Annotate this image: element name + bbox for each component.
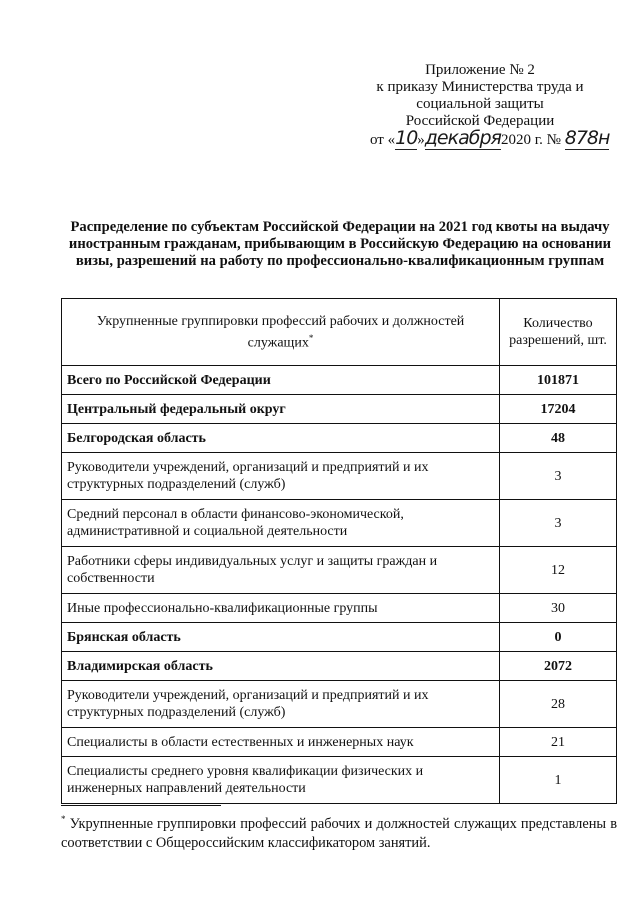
row-name: Руководители учреждений, организаций и предприятий и их структурных подразделений (служб) [62, 453, 500, 500]
table-row [62, 547, 617, 594]
row-value: 28 [500, 681, 617, 728]
table-header-row [62, 299, 617, 366]
order-number-handwritten: 878н [564, 127, 610, 149]
order-year: 2020 г. № [500, 132, 561, 148]
footnote-text: Укрупненные группировки профессий рабочих и должностей служащих представлены в соответствии с Общероссийским классификатором занятий. [61, 815, 617, 851]
row-value: 3 [500, 453, 617, 500]
table-row [62, 453, 617, 500]
order-date-line [340, 127, 620, 149]
row-value: 12 [500, 547, 617, 594]
table-row [62, 652, 617, 681]
table-row [62, 728, 617, 757]
table-row [62, 366, 617, 395]
footnote-divider [61, 805, 221, 806]
table-row [62, 395, 617, 424]
row-name: Руководители учреждений, организаций и предприятий и их структурных подразделений (служб) [62, 681, 500, 728]
table-row [62, 623, 617, 652]
row-name: Специалисты среднего уровня квалификации физических и инженерных направлений деятельности [62, 757, 500, 804]
row-name: Средний персонал в области финансово-экономической, административной и социальной деятельности [62, 500, 500, 547]
row-value: 21 [500, 728, 617, 757]
order-prefix: от « [370, 132, 396, 148]
row-name: Владимирская область [62, 652, 500, 681]
row-value: 3 [500, 500, 617, 547]
table-row [62, 500, 617, 547]
order-month-handwritten: декабря [424, 127, 501, 149]
row-value: 2072 [500, 652, 617, 681]
row-value: 17204 [500, 395, 617, 424]
row-name: Специалисты в области естественных и инженерных наук [62, 728, 500, 757]
document-title: Распределение по субъектам Российской Федерации на 2021 год квоты на выдачу иностранным гражданам, прибывающим в Российскую Федерацию на основании визы, разрешений на работу по профессионально-квалификационным группам [68, 219, 612, 269]
row-value: 30 [500, 594, 617, 623]
order-day-handwritten: 10 [395, 127, 418, 149]
row-value: 101871 [500, 366, 617, 395]
table-row [62, 681, 617, 728]
appendix-federation: Российской Федерации [405, 113, 555, 129]
row-name: Всего по Российской Федерации [62, 366, 500, 395]
table-row [62, 594, 617, 623]
row-name: Брянская область [62, 623, 500, 652]
appendix-order-ref: к приказу Министерства труда и [376, 79, 584, 95]
quota-table [61, 298, 617, 804]
row-name: Центральный федеральный округ [62, 395, 500, 424]
table-row [62, 757, 617, 804]
order-mid: » [417, 132, 425, 148]
row-name: Иные профессионально-квалификационные группы [62, 594, 500, 623]
appendix-ministry: социальной защиты [416, 96, 544, 112]
row-name: Белгородская область [62, 424, 500, 453]
row-value: 48 [500, 424, 617, 453]
row-name: Работники сферы индивидуальных услуг и защиты граждан и собственности [62, 547, 500, 594]
table-row [62, 424, 617, 453]
header-profession-groups: Укрупненные группировки профессий рабочих и должностей служащих* [62, 299, 500, 366]
header-permit-count: Количество разрешений, шт. [500, 299, 617, 366]
appendix-number: Приложение № 2 [425, 62, 535, 78]
footnote-mark: * [61, 814, 66, 824]
footnote [61, 810, 617, 853]
appendix-block [340, 62, 620, 149]
row-value: 1 [500, 757, 617, 804]
footnote-marker: * [308, 332, 314, 343]
row-value: 0 [500, 623, 617, 652]
